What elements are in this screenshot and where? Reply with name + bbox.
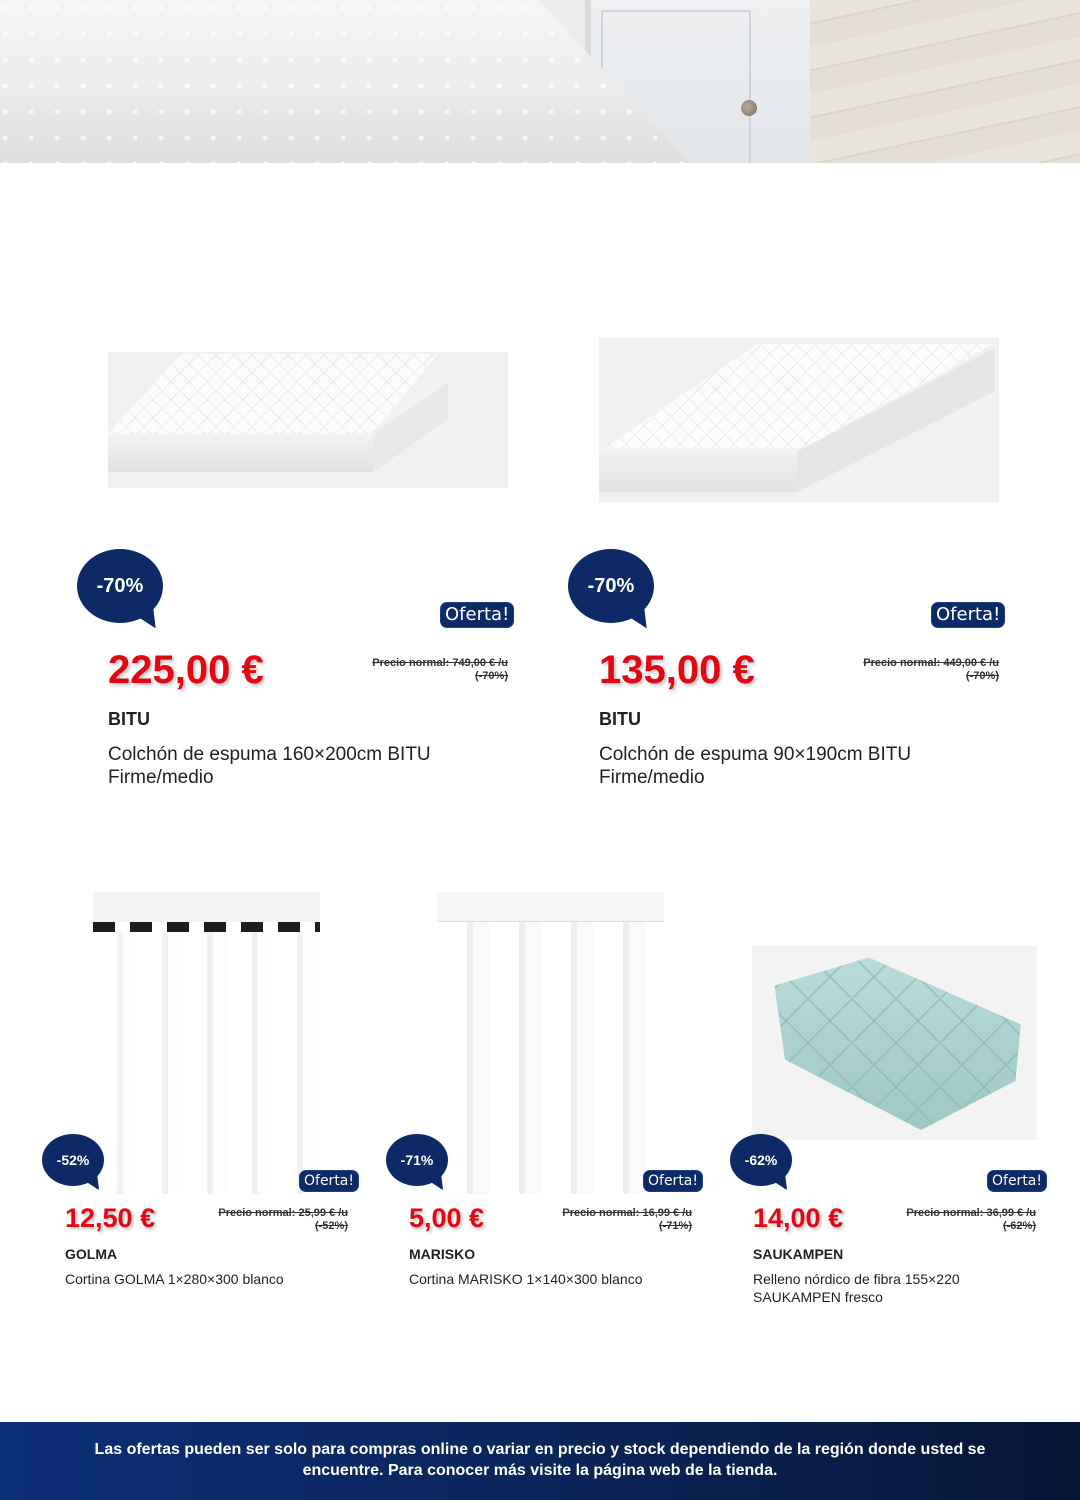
discount-badge: -70% [77, 549, 163, 623]
price: 12,50 € [65, 1203, 156, 1233]
oferta-badge: Oferta! [299, 1170, 359, 1192]
product-name[interactable]: Relleno nórdico de fibra 155×220 SAUKAMPEN fresco [753, 1271, 960, 1305]
brand[interactable]: SAUKAMPEN [753, 1246, 844, 1262]
product-image[interactable] [93, 892, 320, 1194]
oferta-badge: Oferta! [987, 1170, 1047, 1192]
regular-price: Precio normal: 16,99 € /u (-71%) [562, 1207, 692, 1233]
curtain-image [437, 922, 664, 1194]
brand[interactable]: GOLMA [65, 1246, 118, 1262]
footer-banner [0, 1422, 1080, 1500]
brand[interactable]: BITU [599, 709, 641, 729]
hero-cabinet-knob [741, 100, 757, 116]
brand[interactable]: BITU [108, 709, 150, 729]
footer-disclaimer: Las ofertas pueden ser solo para compras online o variar en precio y stock dependiendo de la región donde usted se encuentre. Para conocer más visite la página web de la tienda. [94, 1441, 986, 1479]
price: 135,00 € [599, 648, 755, 692]
price: 14,00 € [753, 1203, 844, 1233]
hero-floor [810, 0, 1080, 163]
product-name[interactable]: Cortina GOLMA 1×280×300 blanco [65, 1271, 284, 1287]
price: 225,00 € [108, 648, 264, 692]
product-name[interactable]: Colchón de espuma 90×190cm BITU Firme/medio [599, 744, 912, 789]
regular-price: Precio normal: 36,99 € /u (-62%) [906, 1207, 1036, 1233]
product-image[interactable] [108, 352, 508, 488]
regular-price: Precio normal: 749,00 € /u (-70%) [372, 657, 508, 683]
curtain-image [93, 932, 320, 1194]
hero-image [0, 0, 1080, 163]
price: 5,00 € [409, 1203, 485, 1233]
mattress-image [108, 352, 508, 488]
product-image[interactable] [437, 892, 664, 1194]
discount-badge: -52% [42, 1134, 104, 1186]
discount-badge: -62% [730, 1134, 792, 1186]
product-image[interactable] [599, 338, 999, 502]
regular-price: Precio normal: 449,00 € /u (-70%) [863, 657, 999, 683]
oferta-badge: Oferta! [440, 602, 514, 628]
oferta-badge: Oferta! [643, 1170, 703, 1192]
discount-badge: -70% [568, 549, 654, 623]
product-name[interactable]: Cortina MARISKO 1×140×300 blanco [409, 1271, 643, 1287]
product-image[interactable] [752, 946, 1037, 1140]
product-name[interactable]: Colchón de espuma 160×200cm BITU Firme/medio [108, 744, 431, 789]
discount-badge: -71% [386, 1134, 448, 1186]
duvet-image [764, 954, 1026, 1130]
curtain-rod [93, 922, 320, 932]
oferta-badge: Oferta! [931, 602, 1005, 628]
mattress-image [599, 338, 999, 502]
brand[interactable]: MARISKO [409, 1246, 476, 1262]
regular-price: Precio normal: 25,99 € /u (-52%) [218, 1207, 348, 1233]
